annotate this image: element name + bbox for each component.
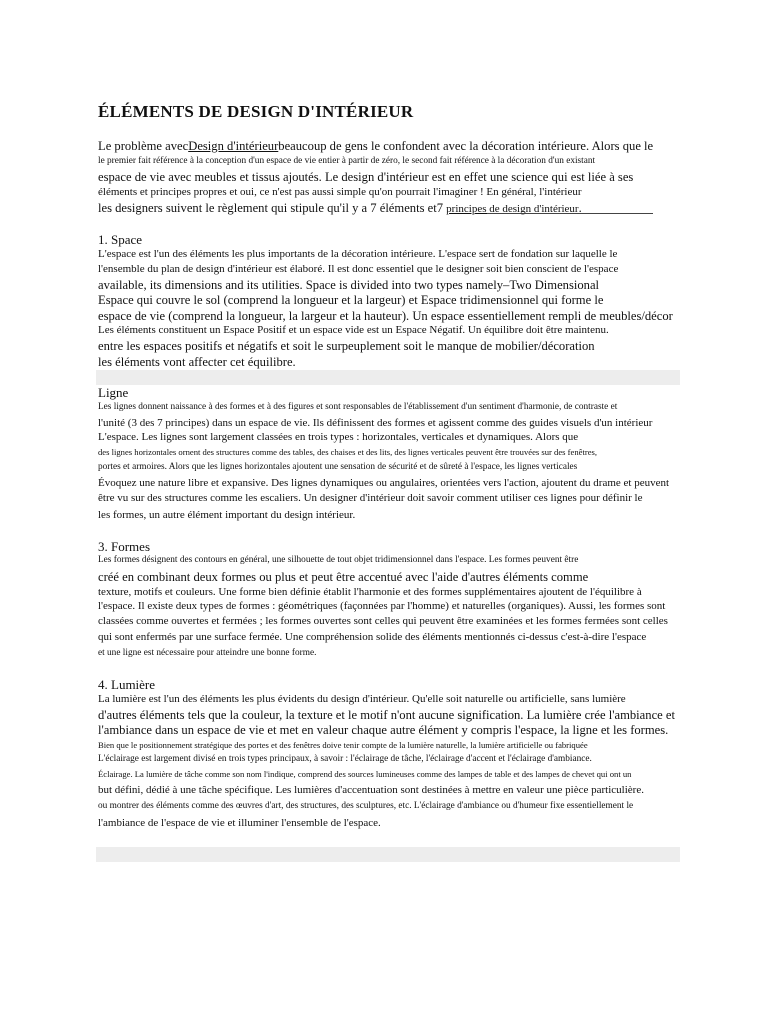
interior-design-link[interactable]: Design d'intérieur: [188, 139, 279, 153]
paragraph-line: Éclairage. La lumière de tâche comme son nom l'indique, comprend des sources lumineuses comme des lampes de table et des lampes de chevet qui ont un: [98, 769, 632, 779]
paragraph-line: espace de vie (comprend la longueur, la largeur et la hauteur). Un espace essentiellement rempli de meubles/décor: [98, 309, 673, 323]
paragraph-line: les éléments vont affecter cet équilibre.: [98, 355, 296, 369]
section-heading-lumiere: 4. Lumière: [98, 677, 156, 692]
paragraph-line: Les formes désignent des contours en général, une silhouette de tout objet tridimensionnel dans l'espace. Les formes peuvent être: [98, 555, 579, 565]
section-heading-space: 1. Space: [98, 232, 143, 247]
paragraph-line: Évoquez une nature libre et expansive. Des lignes dynamiques ou angulaires, orientées vers l'action, ajoutent du drame et peuvent: [98, 477, 670, 489]
paragraph-line: l'ensemble du plan de design d'intérieur est élaboré. Il est donc essentiel que le designer soit bien conscient de l'espace: [98, 263, 619, 275]
intro-line: [98, 139, 653, 154]
paragraph-line: portes et armoires. Alors que les lignes horizontales ajoutent une sensation de sécurité et de sûreté à l'espace, les lignes verticales: [98, 462, 578, 472]
paragraph-line: ou montrer des éléments comme des œuvres d'art, des structures, des sculptures, etc. L'éclairage d'ambiance ou d'humeur fixe essentiellement le: [98, 801, 634, 811]
intro-line: le premier fait référence à la conception d'un espace de vie entier à partir de zéro, le second fait référence à la décoration d'un existant: [98, 156, 596, 166]
intro-line: éléments et principes propres et oui, ce n'est pas aussi simple qu'on pourrait l'imaginer ! En général, l'intérieur: [98, 186, 582, 198]
paragraph-line: L'éclairage est largement divisé en trois types principaux, à savoir : l'éclairage de tâche, l'éclairage d'accent et l'éclairage d'ambiance.: [98, 754, 592, 764]
paragraph-line: Les éléments constituent un Espace Positif et un espace vide est un Espace Négatif. Un équilibre doit être maintenu.: [98, 324, 609, 336]
intro-line: espace de vie avec meubles et tissus ajoutés. Le design d'intérieur est en effet une science qui est liée à ses: [98, 170, 634, 184]
paragraph-line: les formes, un autre élément important du design intérieur.: [98, 509, 356, 521]
underline-rule: [487, 213, 653, 214]
paragraph-line: l'ambiance dans un espace de vie et met en valeur chaque autre élément y compris l'espace, la ligne et les formes.: [98, 723, 669, 737]
page-band: [96, 847, 680, 862]
paragraph-line: Bien que le positionnement stratégique des portes et des fenêtres doive tenir compte de la lumière naturelle, la lumière artificielle ou fabriquée: [98, 740, 588, 750]
document-title: ÉLÉMENTS DE DESIGN D'INTÉRIEUR: [98, 102, 414, 121]
paragraph-line: l'espace. Il existe deux types de formes : géométriques (façonnées par l'homme) et naturelles (organiques). Aussi, les formes sont: [98, 600, 666, 612]
intro-text: Le problème avec: [98, 139, 189, 153]
paragraph-line: des lignes horizontales ornent des structures comme des tables, des chaises et des lits, des lignes verticales peuvent être trouvées sur des fenêtres,: [98, 447, 597, 457]
paragraph-line: qui sont enfermés par une surface fermée. Une compréhension solide des éléments mentionnés ci-dessus c'est-à-dire l'espace: [98, 631, 647, 643]
page-band: [96, 370, 680, 385]
section-heading-ligne: Ligne: [98, 385, 129, 400]
paragraph-line: La lumière est l'un des éléments les plus évidents du design d'intérieur. Qu'elle soit naturelle ou artificielle, sans lumière: [98, 693, 626, 705]
paragraph-line: texture, motifs et couleurs. Une forme bien définie établit l'harmonie et des formes supplémentaires ajoutent de l'équilibre à: [98, 586, 642, 598]
paragraph-line: classées comme ouvertes et fermées ; les formes ouvertes sont celles qui peuvent être examinées et les formes fermées sont celles: [98, 615, 668, 627]
paragraph-line: d'autres éléments tels que la couleur, la texture et le motif n'ont aucune signification. La lumière crée l'ambiance et: [98, 708, 675, 722]
intro-text: les designers suivent le règlement qui stipule qu'il y a 7 éléments et7: [98, 201, 447, 215]
paragraph-line: L'espace est l'un des éléments les plus importants de la décoration intérieure. L'espace sert de fondation sur laquelle le: [98, 248, 618, 260]
paragraph-line: être vu sur des structures comme les escaliers. Un designer d'intérieur doit savoir comment utiliser ces lignes pour définir le: [98, 492, 643, 504]
paragraph-line: available, its dimensions and its utilities. Space is divided into two types namely–Two Dimensional: [98, 278, 600, 292]
paragraph-line: l'unité (3 des 7 principes) dans un espace de vie. Ils définissent des formes et agissent comme des guides visuels d'un intérieur: [98, 417, 653, 429]
intro-text: beaucoup de gens le confondent avec la décoration intérieure. Alors que le: [278, 139, 654, 153]
design-principles-link[interactable]: principes de design d'intérieur: [446, 203, 579, 215]
paragraph-line: Espace qui couvre le sol (comprend la longueur et la largeur) et Espace tridimensionnel qui forme le: [98, 293, 604, 307]
paragraph-line: but défini, dédié à une tâche spécifique. Les lumières d'accentuation sont destinées à mettre en valeur une pièce particulière.: [98, 784, 644, 796]
paragraph-line: L'espace. Les lignes sont largement classées en trois types : horizontales, verticales et dynamiques. Alors que: [98, 431, 579, 443]
paragraph-line: l'ambiance de l'espace de vie et illuminer l'ensemble de l'espace.: [98, 817, 381, 829]
paragraph-line: Les lignes donnent naissance à des formes et à des figures et sont responsables de l'établissement d'un sentiment d'harmonie, de contraste et: [98, 402, 618, 412]
paragraph-line: et une ligne est nécessaire pour atteindre une bonne forme.: [98, 648, 317, 658]
paragraph-line: entre les espaces positifs et négatifs et soit le surpeuplement soit le manque de mobilier/décoration: [98, 339, 595, 353]
intro-text: .: [578, 201, 582, 215]
section-heading-formes: 3. Formes: [98, 539, 150, 554]
paragraph-line: créé en combinant deux formes ou plus et peut être accentué avec l'aide d'autres éléments comme: [98, 570, 589, 584]
